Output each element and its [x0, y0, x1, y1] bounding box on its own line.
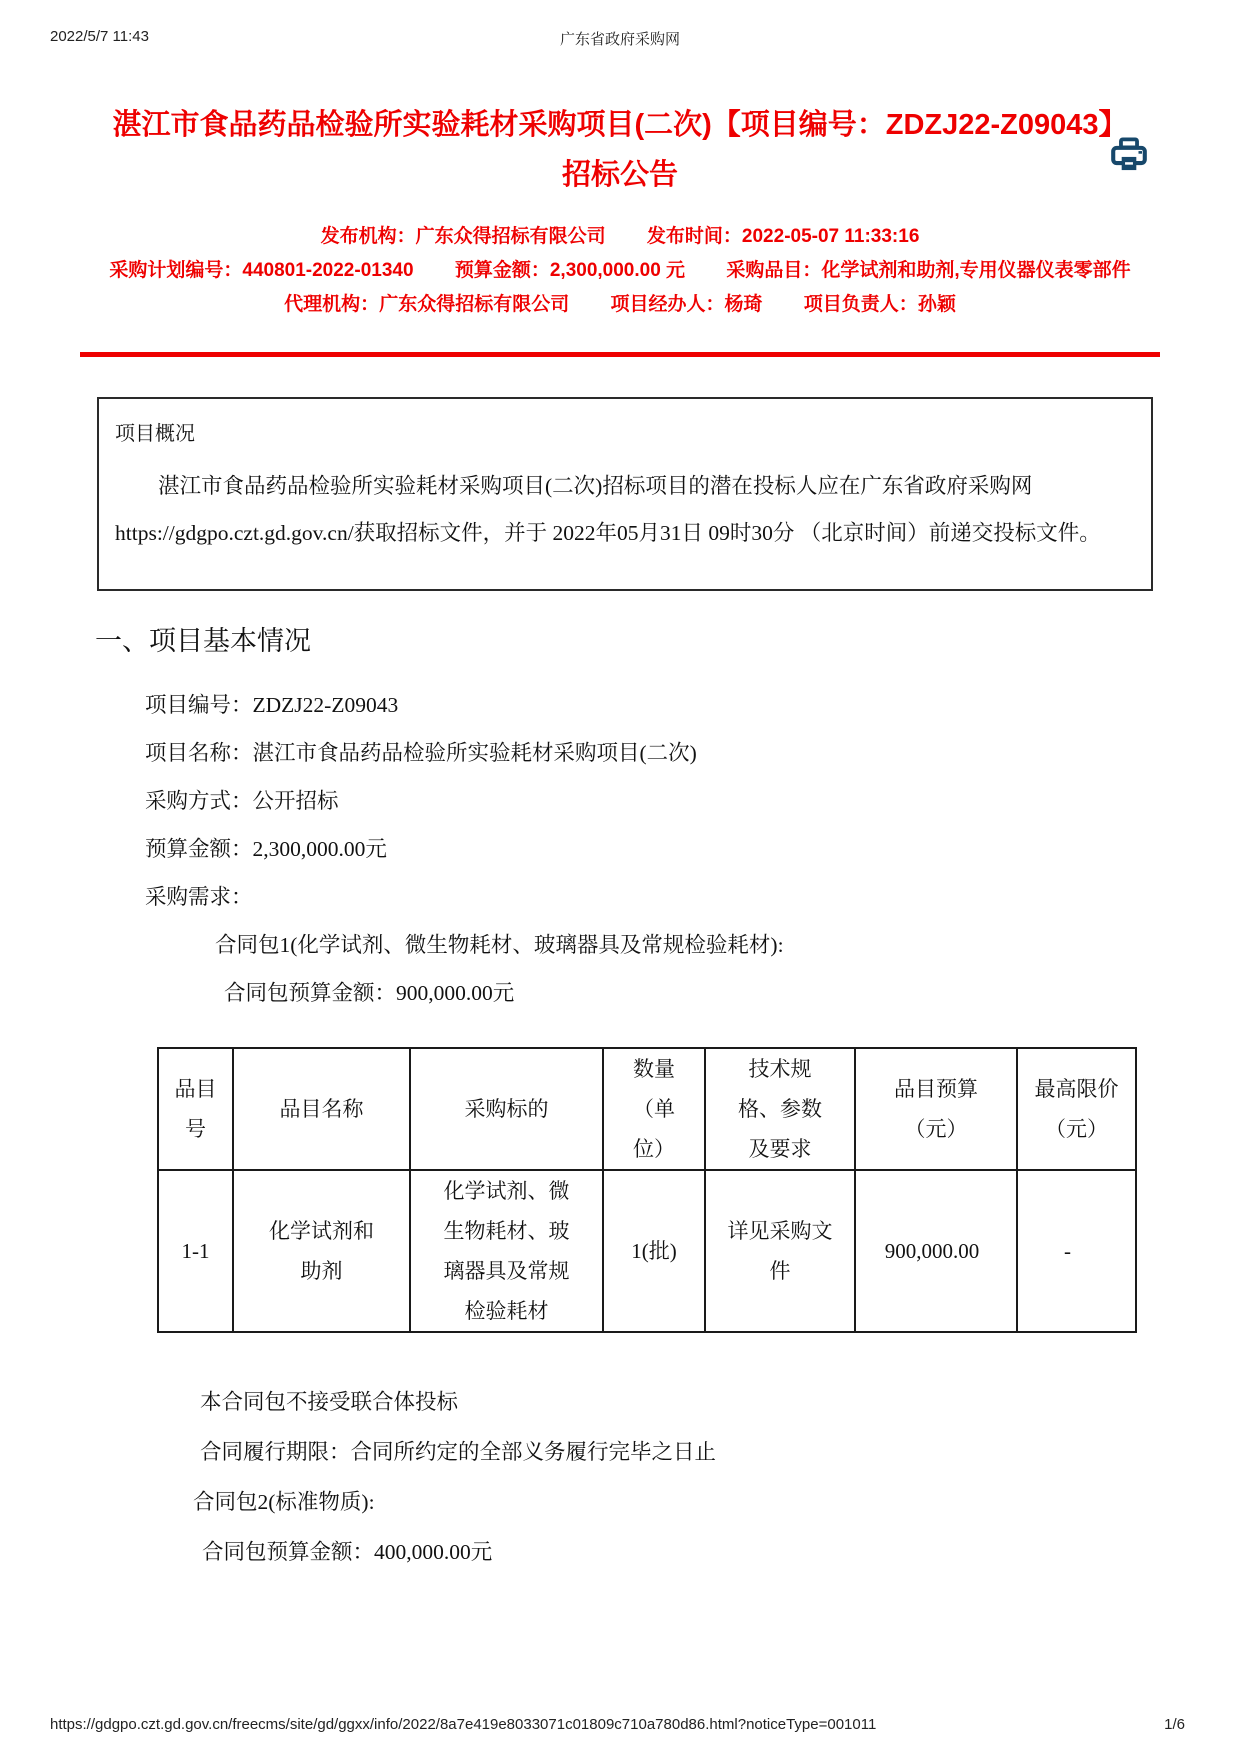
meta-label: 代理机构： — [284, 294, 380, 315]
package1-title: 合同包1(化学试剂、微生物耗材、玻璃器具及常规检验耗材): — [215, 933, 784, 957]
overview-box — [97, 397, 1153, 591]
field-requirements — [145, 873, 1240, 921]
meta-label: 项目经办人： — [610, 294, 725, 315]
package2-budget: 合同包预算金额：400,000.00元 — [202, 1540, 493, 1564]
package1-budget: 合同包预算金额：900,000.00元 — [224, 981, 515, 1005]
meta-label: 发布机构： — [320, 226, 416, 247]
header-quantity-unit: 数量（单位） — [603, 1048, 705, 1170]
header-tech-specs: 技术规格、参数及要求 — [705, 1048, 855, 1170]
field-project-number — [145, 681, 1240, 729]
overview-paragraph: 湛江市食品药品检验所实验耗材采购项目(二次)招标项目的潜在投标人应在广东省政府采购网https://gdgpo.czt.gd.gov.cn/获取招标文件，并于 2022年05月31日 09时30分 （北京时间）前递交投标文件。 — [115, 474, 1101, 545]
header-item-budget: 品目预算（元） — [855, 1048, 1017, 1170]
meta-value: 广东众得招标有限公司 — [415, 226, 606, 247]
cell-item-number: 1-1 — [158, 1170, 233, 1332]
meta-value: 440801-2022-01340 — [242, 260, 414, 281]
project-fields — [0, 681, 1240, 1017]
field-label: 项目编号： — [145, 693, 253, 717]
meta-row-1 — [80, 220, 1160, 254]
meta-row-3 — [80, 288, 1160, 322]
meta-label: 项目负责人： — [803, 294, 918, 315]
printer-icon[interactable] — [1110, 136, 1148, 172]
footer-page-number: 1/6 — [1164, 1716, 1185, 1733]
print-header — [0, 28, 1240, 49]
meta-label: 采购品目： — [726, 260, 822, 281]
print-datetime: 2022/5/7 11:43 — [50, 28, 149, 45]
header-max-price: 最高限价（元） — [1017, 1048, 1136, 1170]
meta-value: 杨琦 — [724, 294, 763, 315]
table-header-row — [158, 1048, 1136, 1170]
field-label: 预算金额： — [145, 837, 253, 861]
field-value: ZDZJ22-Z09043 — [252, 693, 399, 717]
meta-label: 采购计划编号： — [109, 260, 243, 281]
cell-quantity-unit: 1(批) — [603, 1170, 705, 1332]
cell-tech-specs: 详见采购文件 — [705, 1170, 855, 1332]
field-budget — [145, 825, 1240, 873]
header-procurement-target: 采购标的 — [410, 1048, 603, 1170]
field-label: 项目名称： — [145, 741, 253, 765]
meta-publish-time — [647, 226, 920, 247]
field-label: 采购需求： — [145, 885, 253, 909]
meta-value: 2022-05-07 11:33:16 — [741, 226, 920, 247]
meta-label: 预算金额： — [454, 260, 550, 281]
cell-procurement-target: 化学试剂、微生物耗材、玻璃器具及常规检验耗材 — [410, 1170, 603, 1332]
package-notes — [0, 1377, 1240, 1577]
meta-agency — [284, 294, 569, 315]
package2-title: 合同包2(标准物质): — [193, 1490, 375, 1514]
header-item-name: 品目名称 — [233, 1048, 410, 1170]
cell-item-budget: 900,000.00 — [855, 1170, 1017, 1332]
note-no-consortium: 本合同包不接受联合体投标 — [200, 1390, 459, 1414]
notice-meta — [80, 220, 1160, 322]
page-title: 湛江市食品药品检验所实验耗材采购项目(二次)【项目编号：ZDZJ22-Z09043】招标公告 — [112, 109, 1128, 191]
meta-value: 2,300,000.00 元 — [549, 260, 686, 281]
meta-manager — [804, 294, 956, 315]
field-label: 采购方式： — [145, 789, 253, 813]
field-project-name — [145, 729, 1240, 777]
overview-heading: 项目概况 — [115, 423, 195, 445]
items-table — [157, 1047, 1137, 1333]
footer-url: https://gdgpo.czt.gd.gov.cn/freecms/site/gd/ggxx/info/2022/8a7e419e8033071c01809c710a780d86.html?noticeType=001011 — [50, 1716, 877, 1733]
cell-item-name: 化学试剂和助剂 — [233, 1170, 410, 1332]
red-divider — [80, 352, 1160, 357]
header-item-number: 品目号 — [158, 1048, 233, 1170]
table-row — [158, 1170, 1136, 1332]
meta-category — [726, 260, 1130, 281]
meta-plan-number — [109, 260, 413, 281]
section1-heading: 一、项目基本情况 — [95, 626, 311, 656]
note-contract-duration: 合同履行期限：合同所约定的全部义务履行完毕之日止 — [200, 1440, 717, 1464]
meta-handler — [610, 294, 762, 315]
meta-value: 广东众得招标有限公司 — [379, 294, 570, 315]
meta-row-2 — [80, 254, 1160, 288]
meta-value: 化学试剂和助剂,专用仪器仪表零部件 — [821, 260, 1131, 281]
site-name: 广东省政府采购网 — [559, 31, 680, 48]
field-procurement-method — [145, 777, 1240, 825]
field-value: 2,300,000.00元 — [252, 837, 387, 861]
cell-max-price: - — [1017, 1170, 1136, 1332]
field-value: 湛江市食品药品检验所实验耗材采购项目(二次) — [252, 741, 697, 765]
meta-budget — [455, 260, 685, 281]
meta-publisher — [321, 226, 606, 247]
meta-value: 孙颖 — [917, 294, 956, 315]
meta-label: 发布时间： — [646, 226, 742, 247]
field-value: 公开招标 — [252, 789, 339, 813]
